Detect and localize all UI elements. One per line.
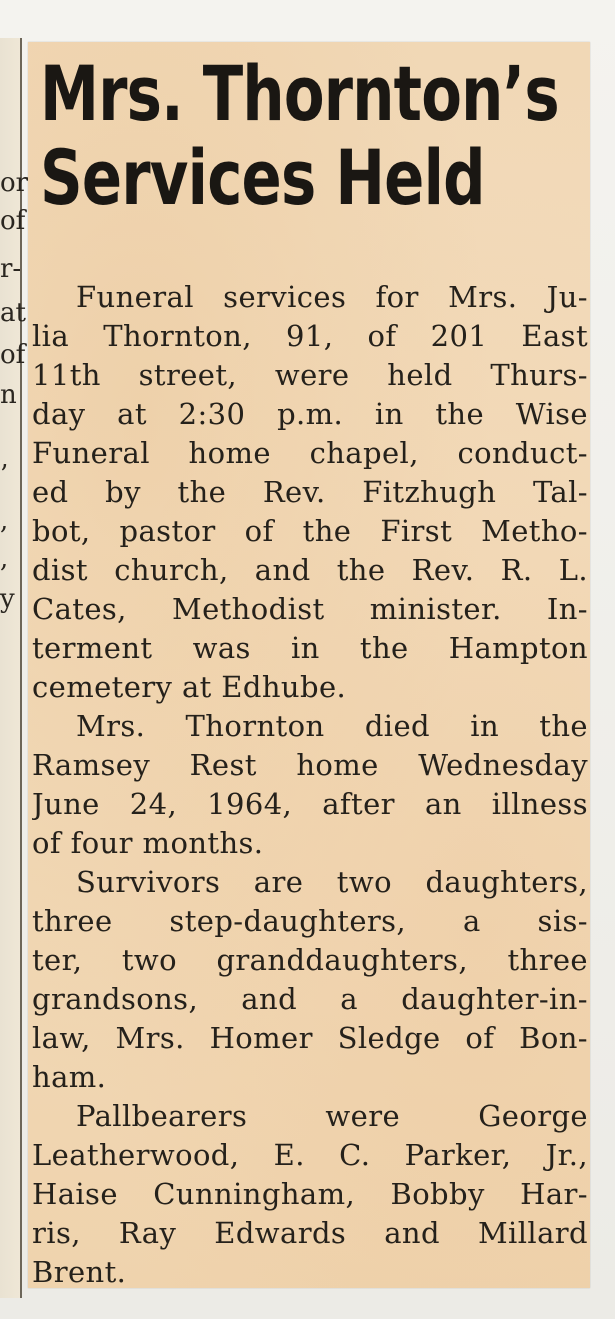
article-line: Funeral services for Mrs. Ju- <box>76 280 588 314</box>
article-line: lia Thornton, 91, of 201 East <box>32 319 588 353</box>
fragment-text: of <box>0 340 26 370</box>
article-line: Haise Cunningham, Bobby Har- <box>32 1177 588 1211</box>
article-line: June 24, 1964, after an illness <box>32 787 588 821</box>
article-body <box>32 278 588 1292</box>
fragment-text: ’ <box>0 460 9 490</box>
fragment-text: of <box>0 206 26 236</box>
fragment-text: n <box>0 380 17 410</box>
article-line: law, Mrs. Homer Sledge of Bon- <box>32 1021 588 1055</box>
article-line: terment was in the Hampton <box>32 631 588 665</box>
article-headline <box>40 49 559 222</box>
article-line: Survivors are two daughters, <box>76 865 588 899</box>
article-line: of four months. <box>32 826 264 860</box>
fragment-text: , <box>0 544 9 574</box>
article-line: bot, pastor of the First Metho- <box>32 514 588 548</box>
article-line: Ramsey Rest home Wednesday <box>32 748 588 782</box>
article-line: cemetery at Edhube. <box>32 670 347 704</box>
fragment-text: at <box>0 298 26 328</box>
article-line: ter, two granddaughters, three <box>32 943 588 977</box>
article-line: ris, Ray Edwards and Millard <box>32 1216 588 1250</box>
article-line: Funeral home chapel, conduct- <box>32 436 588 470</box>
headline-line-2: Services Held <box>40 133 485 222</box>
article-line: Leatherwood, E. C. Parker, Jr., <box>32 1138 588 1172</box>
fragment-text: r- <box>0 254 22 284</box>
article-line: Pallbearers were George <box>76 1099 588 1133</box>
adjacent-column-fragment <box>0 38 29 1298</box>
article-line: ham. <box>32 1060 107 1094</box>
article-line: 11th street, were held Thurs- <box>32 358 588 392</box>
fragment-text: or <box>0 168 29 198</box>
article-line: Cates, Methodist minister. In- <box>32 592 588 626</box>
newspaper-clipping <box>28 42 590 1288</box>
article-line: three step-daughters, a sis- <box>32 904 588 938</box>
article-line: Brent. <box>32 1255 127 1289</box>
article-line: Mrs. Thornton died in the <box>76 709 588 743</box>
fragment-text: , <box>0 506 9 536</box>
headline-line-1: Mrs. Thornton’s <box>40 49 559 138</box>
article-line: ed by the Rev. Fitzhugh Tal- <box>32 475 588 509</box>
article-line: dist church, and the Rev. R. L. <box>32 553 588 587</box>
article-line: day at 2:30 p.m. in the Wise <box>32 397 588 431</box>
fragment-text: y <box>0 584 15 614</box>
article-line: grandsons, and a daughter-in- <box>32 982 588 1016</box>
